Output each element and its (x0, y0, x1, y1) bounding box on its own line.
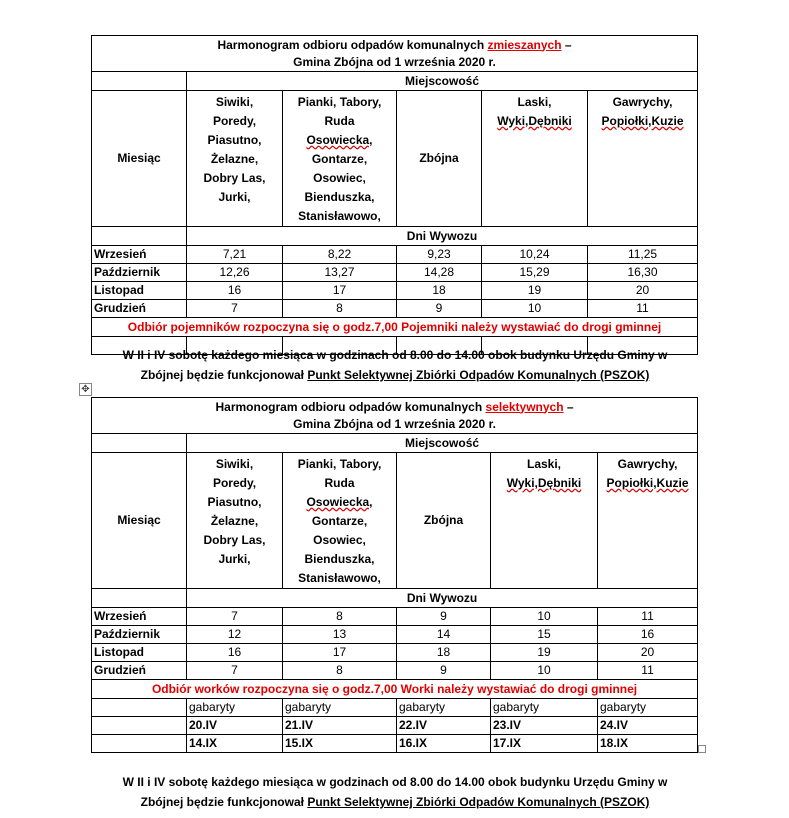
day-cell: 12,26 (187, 264, 283, 282)
day-cell: 16 (598, 626, 698, 644)
day-cell: 12 (187, 626, 283, 644)
day-cell: 9 (397, 300, 482, 318)
day-cell: 7 (187, 608, 283, 626)
day-cell: 9,23 (397, 246, 482, 264)
gabaryty-label: gabaryty (283, 699, 397, 717)
day-cell: 17 (283, 282, 397, 300)
day-cell: 13,27 (283, 264, 397, 282)
gabaryty-label: gabaryty (491, 699, 598, 717)
miesiac-header: Miesiąc (92, 91, 187, 227)
move-icon[interactable]: ✥ (79, 383, 92, 396)
location-group-4: Laski, Wyki,Dębniki (491, 453, 598, 589)
gabaryty-label: gabaryty (598, 699, 698, 717)
day-cell: 7,21 (187, 246, 283, 264)
bulky-date: 20.IV (187, 717, 283, 735)
location-group-5: Gawrychy, Popiołki,Kuzie (598, 453, 698, 589)
location-group-3: Zbójna (397, 91, 482, 227)
day-cell: 10 (491, 662, 598, 680)
day-cell: 9 (397, 662, 491, 680)
miejscowosc-header: Miejscowość (187, 72, 698, 91)
bulky-date: 14.IX (187, 735, 283, 753)
pickup-notice: Odbiór pojemników rozpoczyna się o godz.7,00 Pojemniki należy wystawiać do drogi gminnej (92, 318, 698, 337)
day-cell: 11 (588, 300, 698, 318)
dni-wywozu-header: Dni Wywozu (187, 589, 698, 608)
month-label: Wrzesień (92, 246, 187, 264)
month-label: Listopad (92, 644, 187, 662)
bulky-date: 21.IV (283, 717, 397, 735)
location-group-2: Pianki, Tabory, Ruda Osowiecka, Gontarze, Osowiec, Bienduszka, Stanisławowo, (283, 91, 397, 227)
location-group-1: Siwiki, Poredy, Piasutno, Żelazne, Dobry Las, Jurki, (187, 91, 283, 227)
month-label: Grudzień (92, 662, 187, 680)
day-cell: 20 (588, 282, 698, 300)
day-cell: 8 (283, 608, 397, 626)
day-cell: 14,28 (397, 264, 482, 282)
day-cell: 8 (283, 300, 397, 318)
day-cell: 7 (187, 662, 283, 680)
bulky-date: 16.IX (397, 735, 491, 753)
pszok-note: W II i IV sobotę każdego miesiąca w godzinach od 8.00 do 14.00 obok budynku Urzędu Gminy w Zbójnej będzie funkcjonował Punkt Selektywnej Zbiórki Odpadów Komunalnych (PSZOK) (122, 348, 668, 382)
location-group-4: Laski, Wyki,Dębniki (482, 91, 588, 227)
day-cell: 7 (187, 300, 283, 318)
table-title: Harmonogram odbioru odpadów komunalnych selektywnych – Gmina Zbójna od 1 września 2020 r. (92, 398, 698, 434)
month-label: Październik (92, 626, 187, 644)
table-title: Harmonogram odbioru odpadów komunalnych zmieszanych – Gmina Zbójna od 1 września 2020 r. (92, 36, 698, 72)
month-label: Listopad (92, 282, 187, 300)
gabaryty-label: gabaryty (187, 699, 283, 717)
pickup-notice: Odbiór worków rozpoczyna się o godz.7,00 Worki należy wystawiać do drogi gminnej (92, 680, 698, 699)
day-cell: 10 (491, 608, 598, 626)
pszok-note: W II i IV sobotę każdego miesiąca w godzinach od 8.00 do 14.00 obok budynku Urzędu Gminy w Zbójnej będzie funkcjonował Punkt Selektywnej Zbiórki Odpadów Komunalnych (PSZOK) (122, 775, 668, 809)
month-label: Październik (92, 264, 187, 282)
table-resize-handle[interactable] (698, 745, 706, 753)
day-cell: 11 (598, 662, 698, 680)
day-cell: 17 (283, 644, 397, 662)
dni-wywozu-header: Dni Wywozu (187, 227, 698, 246)
bulky-date: 15.IX (283, 735, 397, 753)
schedule-table-mixed (91, 35, 698, 355)
location-group-3: Zbójna (397, 453, 491, 589)
day-cell: 14 (397, 626, 491, 644)
location-group-5: Gawrychy, Popiołki,Kuzie (588, 91, 698, 227)
miesiac-header: Miesiąc (92, 453, 187, 589)
bulky-date: 23.IV (491, 717, 598, 735)
miejscowosc-header: Miejscowość (187, 434, 698, 453)
day-cell: 9 (397, 608, 491, 626)
day-cell: 13 (283, 626, 397, 644)
bulky-date: 17.IX (491, 735, 598, 753)
bulky-date: 22.IV (397, 717, 491, 735)
month-label: Wrzesień (92, 608, 187, 626)
day-cell: 15,29 (482, 264, 588, 282)
bulky-date: 18.IX (598, 735, 698, 753)
day-cell: 11,25 (588, 246, 698, 264)
bulky-date: 24.IV (598, 717, 698, 735)
day-cell: 16 (187, 282, 283, 300)
day-cell: 20 (598, 644, 698, 662)
day-cell: 19 (482, 282, 588, 300)
day-cell: 15 (491, 626, 598, 644)
month-label: Grudzień (92, 300, 187, 318)
day-cell: 16,30 (588, 264, 698, 282)
day-cell: 18 (397, 282, 482, 300)
day-cell: 19 (491, 644, 598, 662)
day-cell: 8 (283, 662, 397, 680)
location-group-1: Siwiki, Poredy, Piasutno, Żelazne, Dobry Las, Jurki, (187, 453, 283, 589)
gabaryty-label: gabaryty (397, 699, 491, 717)
day-cell: 16 (187, 644, 283, 662)
schedule-table-selective (91, 397, 698, 753)
day-cell: 10,24 (482, 246, 588, 264)
location-group-2: Pianki, Tabory, Ruda Osowiecka, Gontarze, Osowiec, Bienduszka, Stanisławowo, (283, 453, 397, 589)
day-cell: 10 (482, 300, 588, 318)
day-cell: 11 (598, 608, 698, 626)
day-cell: 18 (397, 644, 491, 662)
day-cell: 8,22 (283, 246, 397, 264)
